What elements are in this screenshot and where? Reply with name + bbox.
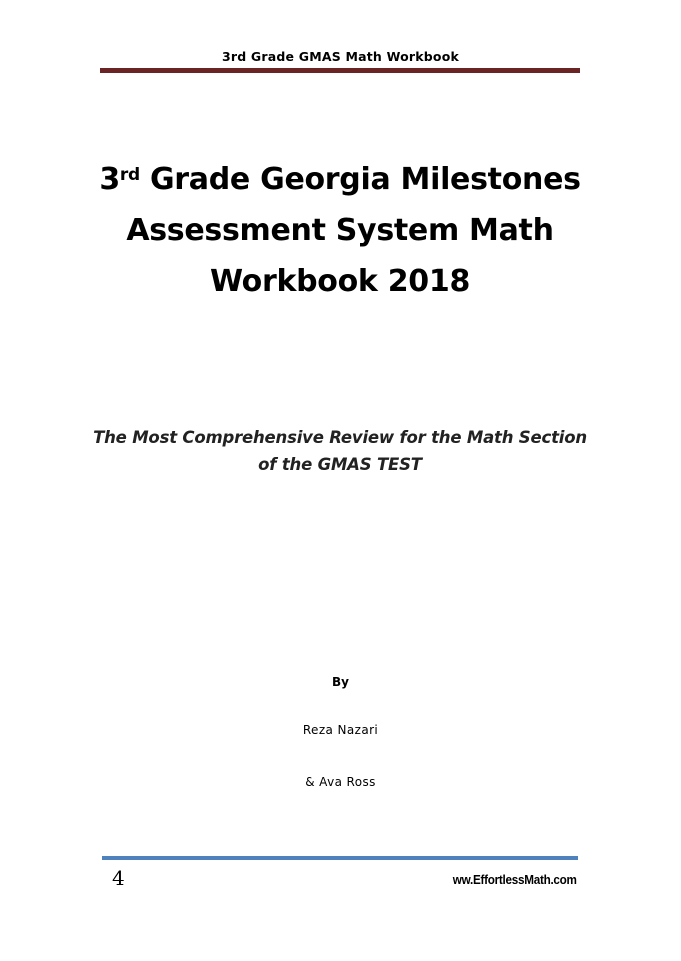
- footer-divider: [102, 856, 578, 860]
- footer-website: ww.EffortlessMath.com: [453, 872, 577, 887]
- title-line-1: [80, 154, 600, 205]
- subtitle-line-2: of the GMAS TEST: [258, 455, 422, 474]
- subtitle-line-1: The Most Comprehensive Review for the Math Section: [93, 428, 587, 447]
- title-line-2: Assessment System Math: [126, 213, 554, 248]
- author-name-1: Reza Nazari: [302, 723, 379, 737]
- page-number: 4: [112, 866, 125, 890]
- header-divider: [100, 68, 580, 73]
- author-name-2: & Ava Ross: [305, 775, 376, 789]
- book-title: [80, 154, 600, 307]
- grade-number: 3: [99, 162, 120, 197]
- book-subtitle: [60, 424, 620, 478]
- running-header-title: 3rd Grade GMAS Math Workbook: [221, 49, 460, 64]
- title-line-3: Workbook 2018: [209, 264, 471, 299]
- title-line-1-rest: Grade Georgia Milestones: [139, 162, 581, 197]
- by-label: By: [332, 675, 349, 689]
- grade-suffix: rd: [119, 165, 140, 185]
